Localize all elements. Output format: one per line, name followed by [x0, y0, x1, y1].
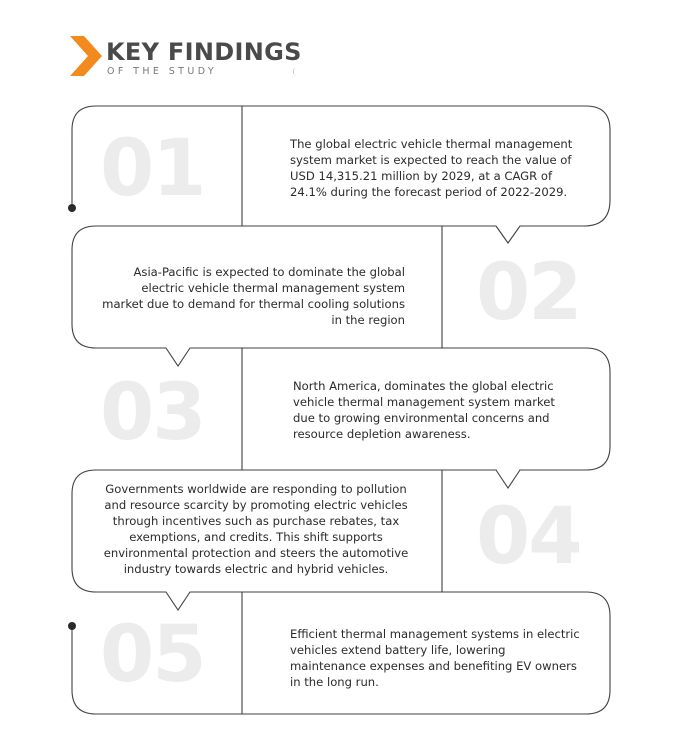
end-dot — [68, 622, 76, 630]
page-subtitle: OF THE STUDY — [107, 66, 218, 77]
finding-01-text: The global electric vehicle thermal management system market is expected to reach the value of USD 14,315.21 million by 2029, at a CAGR of 24.1% during the forecast period of 2022-2029. — [290, 137, 573, 199]
finding-05-number: 05 — [100, 610, 205, 700]
finding-05-text: Efficient thermal management systems in electric vehicles extend battery life, lowering maintenance expenses and benefiting EV owners in the long run. — [290, 627, 580, 689]
finding-03-number: 03 — [100, 368, 205, 458]
finding-02-text: Asia-Pacific is expected to dominate the global electric vehicle thermal management system market due to demand for thermal cooling solutions in the region — [102, 265, 405, 327]
page-title: KEY FINDINGS — [106, 38, 302, 66]
finding-04-text: Governments worldwide are responding to pollution and resource scarcity by promoting electric vehicles through incentives such as purchase rebates, tax exemptions, and credits. This shift supports environmental protection and steers the automotive industry towards electric and hybrid vehicles. — [103, 482, 409, 576]
finding-03-text: North America, dominates the global electric vehicle thermal management system market due to growing environmental concerns and resource depletion awareness. — [293, 379, 555, 441]
start-dot — [68, 204, 76, 212]
finding-01-number: 01 — [100, 124, 205, 214]
finding-04-number: 04 — [476, 492, 581, 582]
finding-02-number: 02 — [476, 248, 581, 338]
